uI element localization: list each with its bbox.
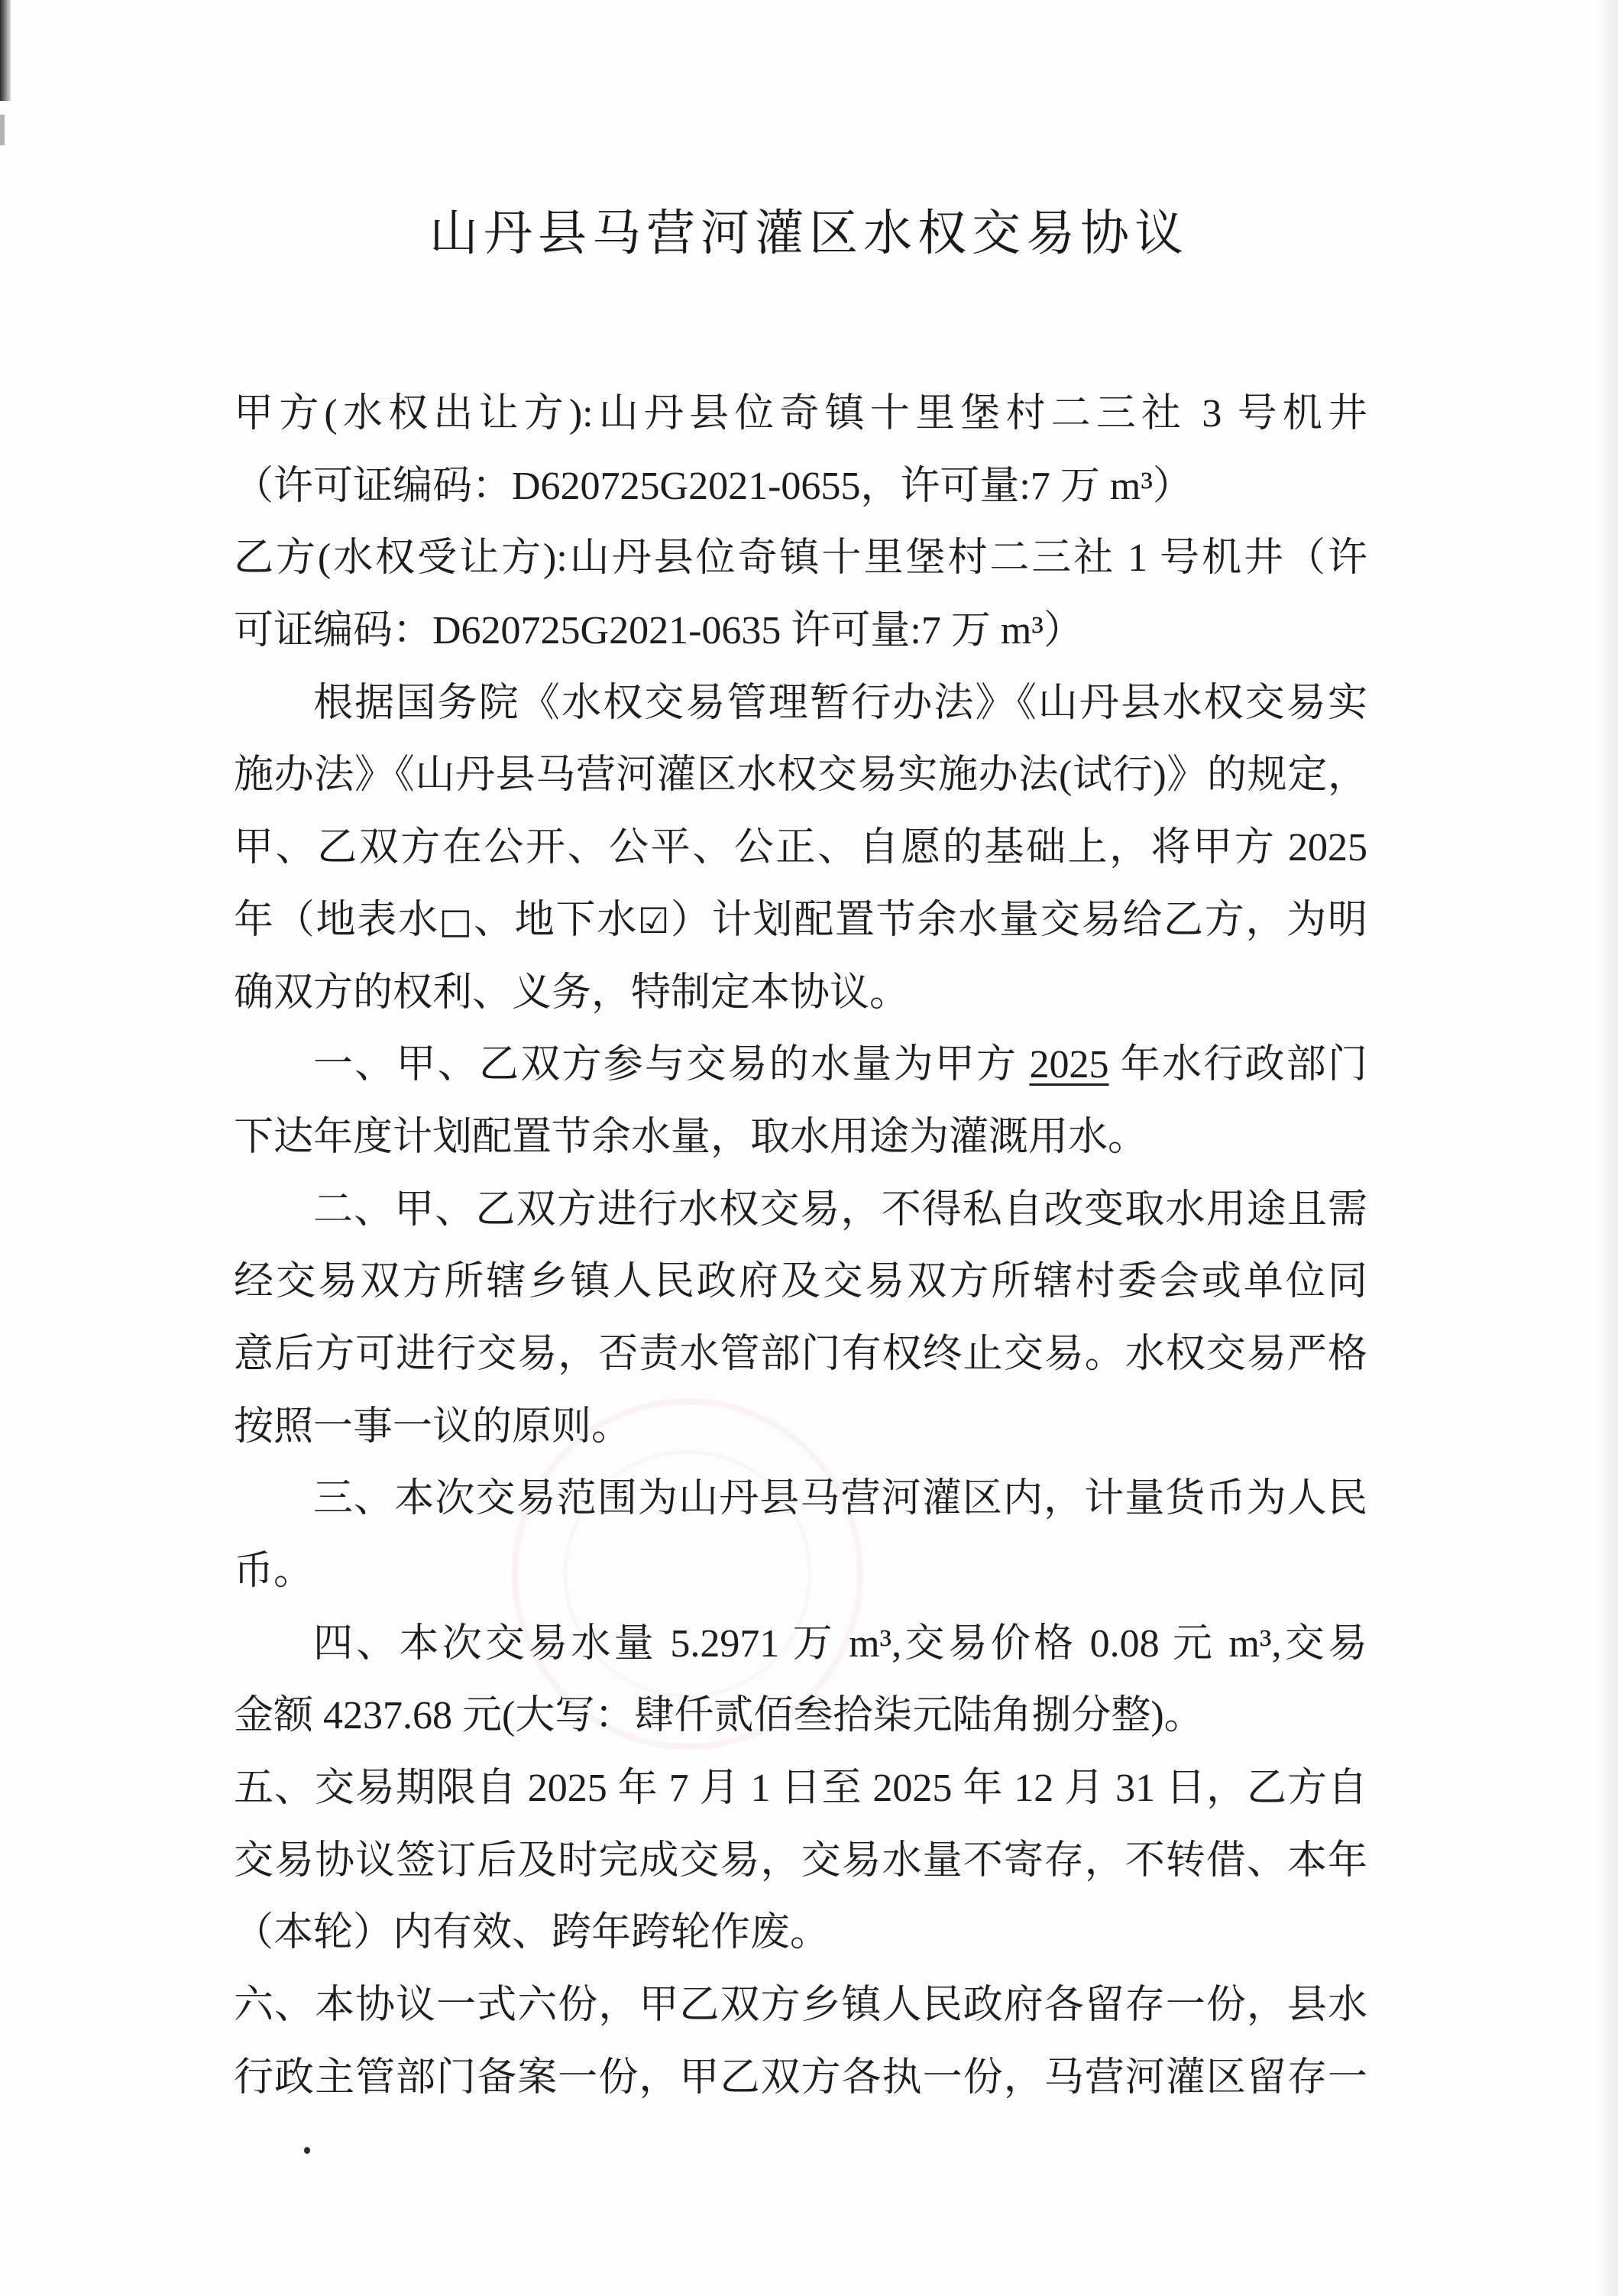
unchecked-box-icon: □ bbox=[438, 899, 474, 941]
scan-edge-mark bbox=[0, 115, 5, 145]
clause-2-line: 经交易双方所辖乡镇人民政府及交易双方所辖村委会或单位同 bbox=[234, 1260, 1367, 1304]
clause-5-line: 五、交易期限自 2025 年 7 月 1 日至 2025 年 12 月 31 日，乙方自 bbox=[234, 1767, 1367, 1811]
preamble-line: 甲、乙双方在公开、公平、公正、自愿的基础上，将甲方 2025 bbox=[234, 826, 1367, 870]
clause-5-line: 交易协议签订后及时完成交易，交易水量不寄存，不转借、本年 bbox=[234, 1838, 1367, 1883]
preamble-line: 施办法》《山丹县马营河灌区水权交易实施办法(试行)》的规定， bbox=[234, 753, 1367, 798]
clause-1-year-underlined: 2025 bbox=[1029, 1043, 1109, 1087]
clause-1-paragraph bbox=[234, 1029, 1367, 1174]
clause-3-paragraph bbox=[234, 1463, 1367, 1608]
clause-5-paragraph bbox=[234, 1753, 1367, 1970]
party-b-line: 乙方(水权受让方):山丹县位奇镇十里堡村二三社 1 号机井（许 bbox=[234, 536, 1367, 581]
clause-1-text: 年水行政部门 bbox=[1120, 1043, 1367, 1087]
clause-6-paragraph bbox=[234, 1970, 1367, 2114]
clause-6-line: 行政主管部门备案一份，甲乙双方各执一份，马营河灌区留存一 bbox=[234, 2055, 1367, 2100]
preamble-paragraph bbox=[234, 668, 1367, 1029]
clause-2-line: 二、甲、乙双方进行水权交易，不得私自改变取水用途且需 bbox=[313, 1187, 1367, 1232]
party-b-license-line: 可证编码：D620725G2021-0635 许可量:7 万 m³） bbox=[234, 609, 1083, 653]
scan-edge-shadow bbox=[1600, 0, 1618, 2296]
clause-3-line: 三、本次交易范围为山丹县马营河灌区内，计量货币为人民 bbox=[313, 1477, 1367, 1521]
clause-2-paragraph bbox=[234, 1174, 1367, 1464]
scan-edge-mark bbox=[0, 0, 11, 101]
clause-2-line: 按照一事一议的原则。 bbox=[234, 1404, 632, 1449]
preamble-line-water-type bbox=[234, 885, 1367, 957]
document-body bbox=[234, 378, 1367, 2115]
preamble-line: 根据国务院《水权交易管理暂行办法》《山丹县水权交易实 bbox=[313, 681, 1367, 725]
document-title: 山丹县马营河灌区水权交易协议 bbox=[429, 206, 1189, 261]
preamble-text: 、地下水 bbox=[473, 898, 638, 942]
clause-6-line: 六、本协议一式六份，甲乙双方乡镇人民政府各留存一份，县水 bbox=[234, 1983, 1367, 2028]
preamble-line: 确双方的权利、义务，特制定本协议。 bbox=[234, 970, 910, 1015]
party-a-license-line: （许可证编码：D620725G2021-0655，许可量:7 万 m³） bbox=[234, 464, 1192, 508]
clause-4-line: 金额 4237.68 元(大写：肆仟贰佰叁拾柒元陆角捌分整)。 bbox=[234, 1694, 1204, 1738]
clause-5-line: （本轮）内有效、跨年跨轮作废。 bbox=[234, 1911, 830, 1955]
clause-1-line bbox=[234, 1029, 1367, 1102]
party-b-block bbox=[234, 523, 1367, 667]
clause-1-text: 一、甲、乙双方参与交易的水量为甲方 bbox=[313, 1043, 1018, 1087]
clause-2-line: 意后方可进行交易，否责水管部门有权终止交易。水权交易严格 bbox=[234, 1332, 1367, 1376]
preamble-text: 年（地表水 bbox=[234, 898, 439, 942]
clause-3-line: 币。 bbox=[234, 1550, 314, 1593]
party-a-block bbox=[234, 378, 1367, 523]
preamble-text: ）计划配置节余水量交易给乙方，为明 bbox=[669, 898, 1367, 942]
clause-4-line: 四、本次交易水量 5.2971 万 m³,交易价格 0.08 元 m³,交易 bbox=[313, 1621, 1367, 1666]
checked-box-icon: ☑ bbox=[637, 899, 670, 941]
clause-4-paragraph bbox=[234, 1608, 1367, 1753]
stray-ink-dot bbox=[304, 2147, 310, 2154]
party-a-line: 甲方(水权出让方):山丹县位奇镇十里堡村二三社 3 号机井 bbox=[234, 392, 1367, 436]
clause-1-line: 下达年度计划配置节余水量，取水用途为灌溉用水。 bbox=[234, 1115, 1148, 1159]
